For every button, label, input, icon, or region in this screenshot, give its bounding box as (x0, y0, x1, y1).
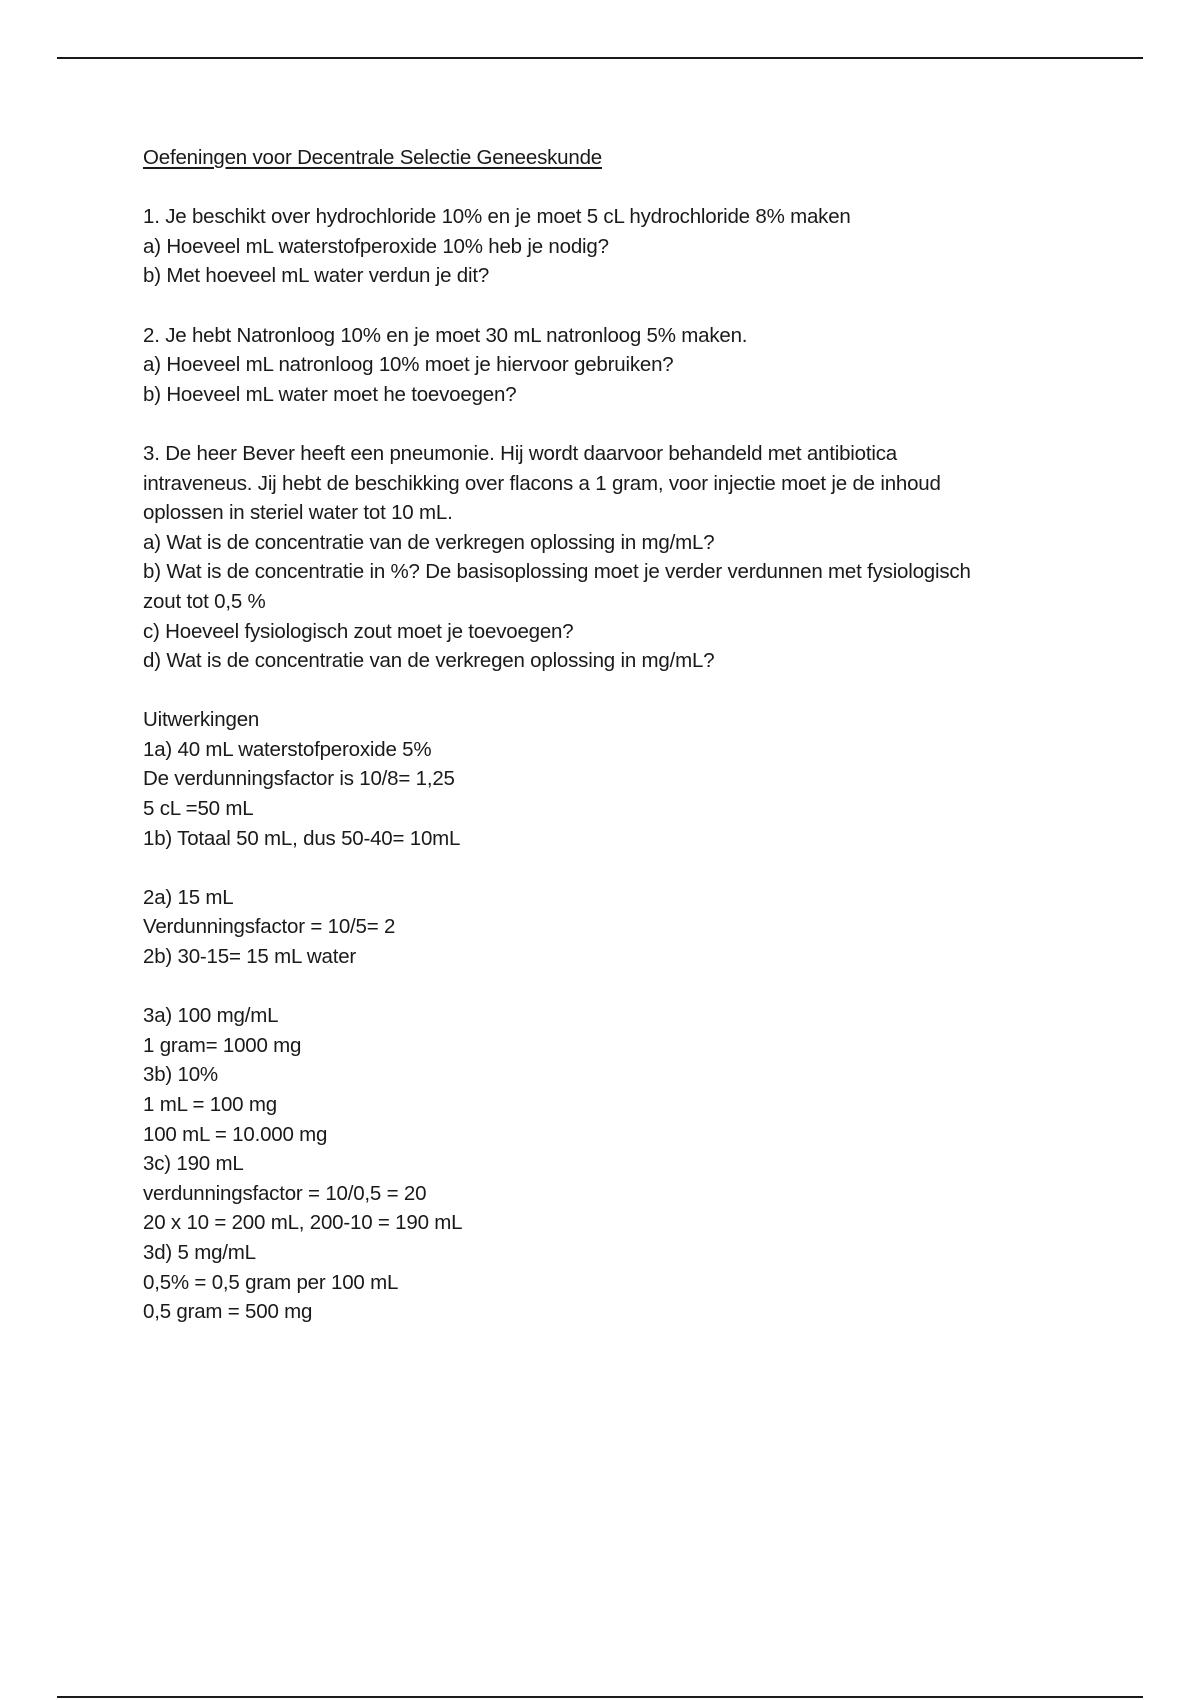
header-rule (57, 57, 1143, 59)
answer-2 (143, 883, 1083, 972)
answer-3-step: 1 mL = 100 mg (143, 1093, 277, 1116)
question-3b-line-1: b) Wat is de concentratie in %? De basisoplossing moet je verder verdunnen met fysiologisch (143, 560, 971, 584)
answer-2-step: Verdunningsfactor = 10/5= 2 (143, 915, 396, 939)
answer-3c: 3c) 190 mL (143, 1152, 244, 1176)
document-title: Oefeningen voor Decentrale Selectie Geneeskunde (143, 146, 602, 169)
question-2-text: 2. Je hebt Natronloog 10% en je moet 30 mL natronloog 5% maken. (143, 323, 748, 347)
answer-3-step: 100 mL = 10.000 mg (143, 1122, 328, 1146)
question-1b: b) Met hoeveel mL water verdun je dit? (143, 264, 490, 288)
answers-heading: Uitwerkingen (143, 708, 260, 732)
question-2 (143, 321, 1083, 410)
document-body (143, 143, 1083, 1327)
answer-2a: 2a) 15 mL (143, 885, 234, 909)
spacer (143, 853, 1083, 883)
question-2a: a) Hoeveel mL natronloog 10% moet je hiervoor gebruiken? (143, 353, 674, 377)
question-3d: d) Wat is de concentratie van de verkregen oplossing in mg/mL? (143, 649, 715, 673)
answer-1a: 1a) 40 mL waterstofperoxide 5% (143, 737, 432, 761)
footer-rule (57, 1696, 1143, 1698)
answer-3d: 3d) 5 mg/mL (143, 1240, 256, 1264)
spacer (143, 291, 1083, 321)
answer-1-step: 5 cL =50 mL (143, 797, 254, 821)
answer-1 (143, 735, 1083, 853)
question-3-text-line-2: intraveneus. Jij hebt de beschikking over flacons a 1 gram, voor injectie moet je de inhoud (143, 471, 941, 495)
answer-3-step: 0,5% = 0,5 gram per 100 mL (143, 1270, 399, 1294)
spacer (143, 676, 1083, 706)
answer-3b: 3b) 10% (143, 1063, 218, 1087)
question-1a: a) Hoeveel mL waterstofperoxide 10% heb je nodig? (143, 234, 609, 258)
answer-3-step: 0,5 gram = 500 mg (143, 1300, 313, 1324)
question-3c: c) Hoeveel fysiologisch zout moet je toevoegen? (143, 619, 574, 643)
question-3-text-line-3: oplossen in steriel water tot 10 mL. (143, 501, 453, 525)
question-3a: a) Wat is de concentratie van de verkregen oplossing in mg/mL? (143, 530, 715, 554)
answer-3-step: 20 x 10 = 200 mL, 200-10 = 190 mL (143, 1211, 463, 1235)
answer-3 (143, 1001, 1083, 1327)
question-3b-line-2: zout tot 0,5 % (143, 589, 266, 613)
answer-1b: 1b) Totaal 50 mL, dus 50-40= 10mL (143, 826, 461, 850)
spacer (143, 173, 1083, 203)
answer-3a: 3a) 100 mg/mL (143, 1004, 279, 1028)
question-3 (143, 439, 1083, 676)
answer-2b: 2b) 30-15= 15 mL water (143, 945, 357, 969)
question-3-text-line-1: 3. De heer Bever heeft een pneumonie. Hij wordt daarvoor behandeld met antibiotica (143, 441, 897, 465)
answer-1-step: De verdunningsfactor is 10/8= 1,25 (143, 767, 455, 791)
question-1 (143, 202, 1083, 291)
answer-3-step: verdunningsfactor = 10/0,5 = 20 (143, 1181, 427, 1205)
question-2b: b) Hoeveel mL water moet he toevoegen? (143, 382, 517, 406)
spacer (143, 972, 1083, 1002)
question-1-text: 1. Je beschikt over hydrochloride 10% en je moet 5 cL hydrochloride 8% maken (143, 205, 851, 229)
answer-3-step: 1 gram= 1000 mg (143, 1033, 302, 1057)
spacer (143, 409, 1083, 439)
